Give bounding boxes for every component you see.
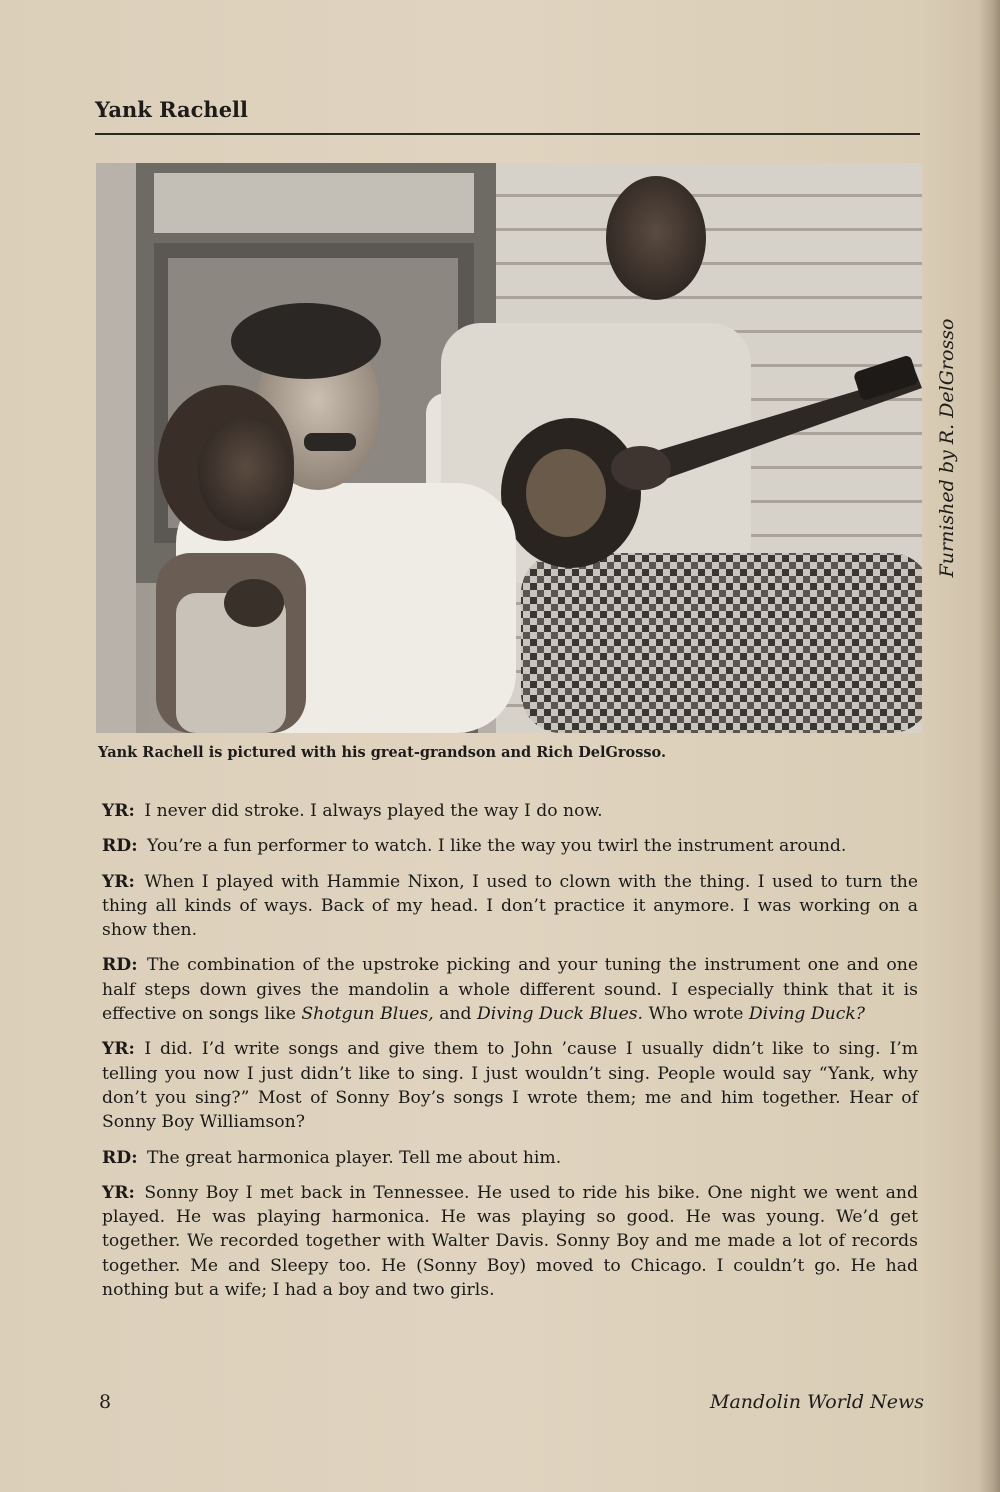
interview-text: and <box>433 1004 477 1025</box>
interview-text: I did. I’d write songs and give them to John ’cause I usually didn’t like to sing. I’m telling you now I just didn’t like to sing. I just wouldn’t sing. People would say “Yank, why don’t you sing?” Most of Sonny Boy’s songs I wrote them; me and him together. Hear of Sonny Boy Williamson? <box>102 1039 918 1133</box>
photo-caption: Yank Rachell is pictured with his great-grandson and Rich DelGrosso. <box>98 744 667 761</box>
page-edge-shadow <box>978 0 1000 1492</box>
speaker-label: YR: <box>102 1182 135 1203</box>
interview-text: Sonny Boy I met back in Tennessee. He used to ride his bike. One night we went and played. He was playing harmonica. He was playing so good. He was young. We’d get together. We recorded together with Walter Davis. Sonny Boy and me made a lot of records together. Me and Sleepy too. He (Sonny Boy) moved to Chicago. I couldn’t go. He had nothing but a wife; I had a boy and two girls. <box>102 1182 918 1301</box>
interview-paragraph <box>102 953 918 1026</box>
running-header: Yank Rachell <box>95 97 249 122</box>
interview-paragraph <box>102 1146 918 1170</box>
interview-paragraph <box>102 799 918 823</box>
photo-illustration <box>96 163 922 733</box>
interview-paragraph <box>102 870 918 943</box>
interview-paragraph <box>102 1037 918 1134</box>
interview-text: The combination of the upstroke picking and your tuning the instrument one and one half steps down gives the mandolin a whole different sound. I especially think that it is effective on songs like <box>102 955 918 1025</box>
photo-credit: Furnished by R. DelGrosso <box>936 318 958 578</box>
speaker-label: YR: <box>102 801 135 821</box>
speaker-label: YR: <box>102 871 135 892</box>
publication-name: Mandolin World News <box>710 1391 924 1413</box>
speaker-label: RD: <box>102 836 138 857</box>
interview-text: I never did stroke. I always played the way I do now. <box>144 801 603 821</box>
page-number: 8 <box>99 1391 112 1413</box>
photo <box>96 163 922 733</box>
interview-body <box>102 799 918 1313</box>
interview-text: When I played with Hammie Nixon, I used to clown with the thing. I used to turn the thing all kinds of ways. Back of my head. I don’t practice it anymore. I was working on a show then. <box>102 871 918 941</box>
song-title: Shotgun Blues, <box>301 1004 434 1025</box>
speaker-label: RD: <box>102 1147 138 1168</box>
interview-text: You’re a fun performer to watch. I like the way you twirl the instrument around. <box>147 836 847 857</box>
header-rule <box>95 133 920 135</box>
song-title: Diving Duck? <box>748 1004 865 1025</box>
interview-text: The great harmonica player. Tell me about him. <box>147 1147 562 1168</box>
interview-paragraph <box>102 834 918 858</box>
speaker-label: YR: <box>102 1039 135 1060</box>
song-title: Diving Duck Blues. <box>477 1004 644 1025</box>
interview-paragraph <box>102 1181 918 1302</box>
speaker-label: RD: <box>102 955 138 976</box>
interview-text: Who wrote <box>643 1004 749 1025</box>
